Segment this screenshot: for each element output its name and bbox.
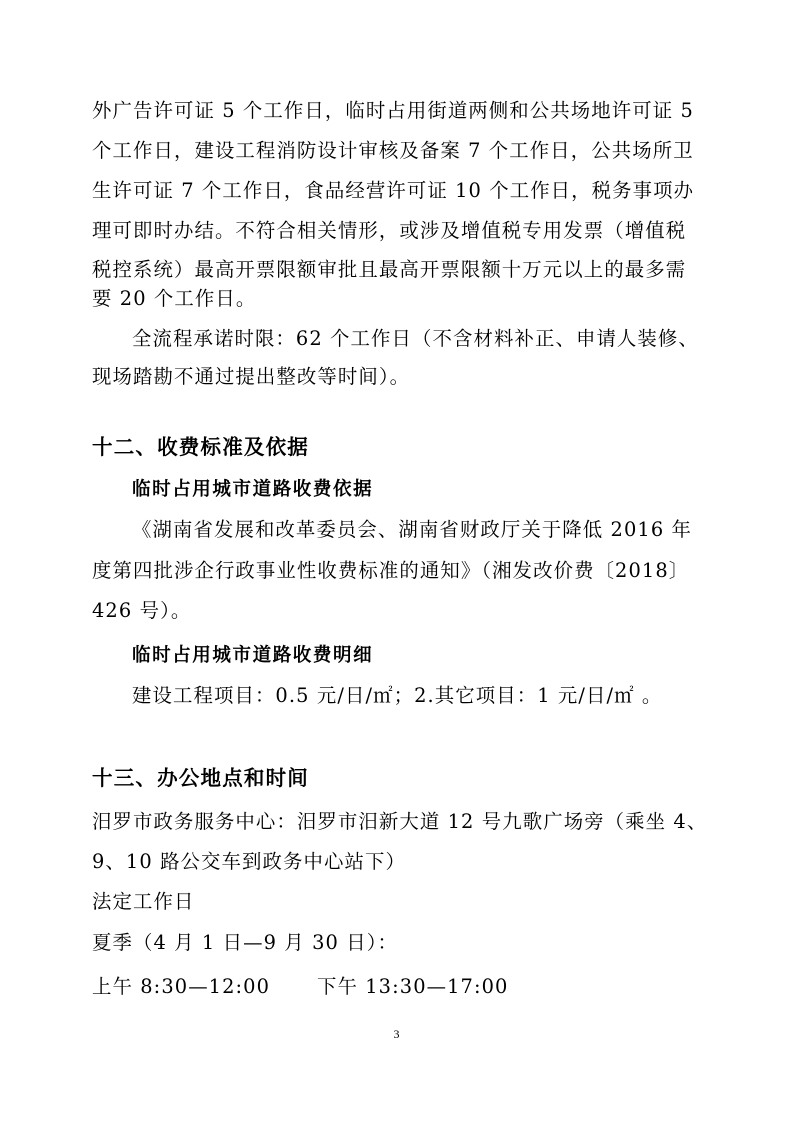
body-text-line: 9、10 路公交车到政务中心站下） [92, 850, 406, 873]
body-text-line: 个工作日，建设工程消防设计审核及备案 7 个工作日，公共场所卫 [92, 139, 694, 162]
body-text-line: 汨罗市政务服务中心：汨罗市汨新大道 12 号九歌广场旁（乘坐 4、 [92, 810, 708, 833]
page-number: 3 [393, 1027, 400, 1041]
body-text-line: 全流程承诺时限：62 个工作日（不含材料补正、申请人装修、 [132, 327, 699, 350]
body-text-line: 税控系统）最高开票限额审批且最高开票限额十万元以上的最多需 [92, 258, 687, 281]
body-text-line: 度第四批涉企行政事业性收费标准的通知》（湘发改价费〔2018〕 [92, 559, 690, 582]
body-text-line: 要 20 个工作日。 [92, 287, 257, 310]
body-text-line: 《湖南省发展和改革委员会、湖南省财政厅关于降低 2016 年 [132, 518, 693, 541]
section-heading-fees: 十二、收费标准及依据 [92, 435, 309, 459]
body-text-line: 建设工程项目：0.5 元/日/㎡；2.其它项目：1 元/日/㎡ 。 [132, 684, 663, 707]
body-text-line: 外广告许可证 5 个工作日，临时占用街道两侧和公共场地许可证 5 [92, 99, 694, 122]
body-text-line: 426 号）。 [92, 599, 192, 622]
body-text-line: 法定工作日 [92, 890, 195, 913]
hours-morning: 上午 8:30—12:00 [92, 975, 271, 998]
hours-afternoon: 下午 13:30—17:00 [317, 975, 509, 998]
section-heading-office: 十三、办公地点和时间 [92, 766, 309, 790]
body-text-line: 理可即时办结。不符合相关情形，或涉及增值税专用发票（增值税 [92, 219, 687, 242]
body-text-line: 夏季（4 月 1 日—9 月 30 日）： [92, 931, 398, 954]
body-text-line: 生许可证 7 个工作日，食品经营许可证 10 个工作日，税务事项办 [92, 179, 695, 202]
subheading-fee-basis: 临时占用城市道路收费依据 [132, 479, 374, 500]
body-text-line: 现场踏勘不通过提出整改等时间）。 [92, 365, 411, 388]
subheading-fee-detail: 临时占用城市道路收费明细 [132, 645, 374, 666]
